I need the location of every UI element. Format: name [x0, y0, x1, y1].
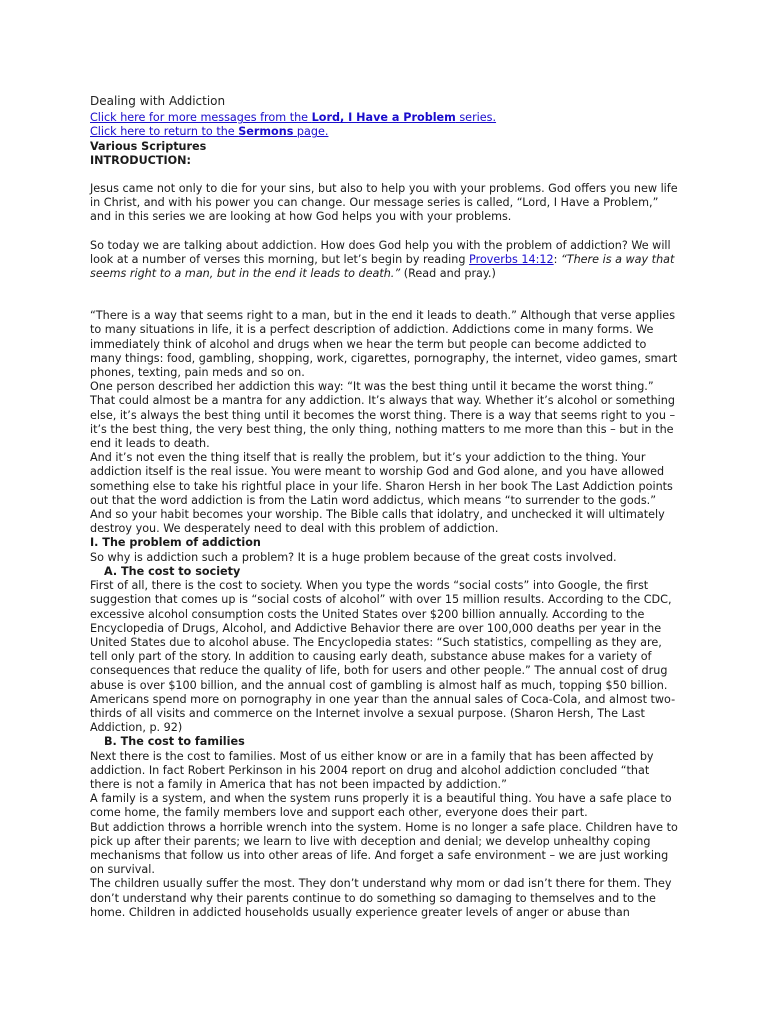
reading-post: (Read and pray.)	[400, 267, 496, 281]
reading-text: So today we are talking about addiction. How does God help you with the problem of addiction? We will look at a number of verses this morning, but let’s begin by reading	[90, 238, 671, 266]
scriptures-label: Various Scriptures	[90, 139, 207, 153]
paragraph-society: First of all, there is the cost to society. When you type the words “social costs” into Google, the first suggestion that comes up is “social costs of alcohol” with over 15 million results. According to the CDC, excessive alcohol consumption costs the United States over $200 billion annually. According to the Encyclopedia of Drugs, Alcohol, and Addictive Behavior there are over 100,000 deaths per year in the United States due to alcohol abuse. The Encyclopedia states: “Such statistics, compelling as they are, tell only part of the story. In addition to causing early death, substance abuse makes for a variety of consequences that reduce the quality of life, both for users and other people.” The annual cost of drug abuse is over $100 billion, and the annual cost of gambling is almost half as much, topping $50 billion. Americans spend more on pornography in one year than the annual sales of Coca-Cola, and almost two-thirds of all visits and commerce on the Internet involve a sexual purpose. (Sharon Hersh, The Last Addiction, p. 92)	[90, 579, 676, 735]
introduction-heading: INTRODUCTION:	[90, 153, 192, 167]
sermons-link-pre: Click here to return to the	[90, 125, 239, 139]
subsection-society-heading: A. The cost to society	[104, 564, 241, 578]
paragraph-verse: “There is a way that seems right to a man, but in the end it leads to death.” Although that verse applies to many situations in life, it is a perfect description of addiction. Addictions come in many forms. We immediately think of alcohol and drugs when we hear the term but people can become addicted to many things: food, gambling, shopping, work, cigarettes, pornography, the internet, video games, smart phones, texting, pain meds and so on.	[90, 309, 678, 380]
section-problem-heading: I. The problem of addiction	[90, 536, 261, 550]
paragraph-families: Next there is the cost to families. Most of us either know or are in a family that has been affected by addiction. In fact Robert Perkinson in his 2004 report on drug and alcohol addiction concluded “that there is not a family in America that has not been impacted by addiction.”	[90, 749, 654, 791]
series-link-pre: Click here for more messages from the	[90, 111, 312, 125]
paragraph-children: The children usually suffer the most. They don’t understand why mom or dad isn’t there for them. They don’t understand why their parents continue to do something so damaging to themselves and to the home. Children in addicted households usually experience greater levels of anger or abuse than	[90, 877, 672, 919]
sermons-link[interactable]	[90, 125, 680, 139]
proverbs-link[interactable]: Proverbs 14:12	[469, 252, 554, 266]
reading-colon: :	[553, 252, 561, 266]
paragraph-system: A family is a system, and when the system runs properly it is a beautiful thing. You have a safe place to come home, the family members love and support each other, everyone does their part.	[90, 792, 672, 820]
series-link-bold: Lord, I Have a Problem	[311, 111, 456, 125]
sermons-link-post: page.	[293, 125, 329, 139]
series-link-post: series.	[455, 111, 497, 125]
spacer	[90, 225, 680, 239]
paragraph-worship: And it’s not even the thing itself that is really the problem, but it’s your addiction to the thing. Your addiction itself is the real issue. You were meant to worship God and God alone, and you have allowed something else to take his rightful place in your life. Sharon Hersh in her book The Last Addiction points out that the word addiction is from the Latin word addictus, which means “to surrender to the gods.” And so your habit becomes your worship. The Bible calls that idolatry, and unchecked it will ultimately destroy you. We desperately need to deal with this problem of addiction.	[90, 451, 673, 536]
subsection-families-heading: B. The cost to families	[104, 735, 245, 749]
paragraph-costs: So why is addiction such a problem? It is a huge problem because of the great costs involved.	[90, 550, 617, 564]
document-page	[90, 94, 680, 920]
paragraph-reading	[90, 239, 680, 282]
document-title: Dealing with Addiction	[90, 94, 226, 108]
spacer	[90, 281, 680, 309]
verse-quote: “There is a way that seems right to a man, but in the end it leads to death.”	[90, 252, 675, 281]
paragraph-intro: Jesus came not only to die for your sins, but also to help you with your problems. God offers you new life in Christ, and with his power you can change. Our message series is called, “Lord, I Have a Problem,” and in this series we are looking at how God helps you with your problems.	[90, 182, 678, 224]
paragraph-wrench: But addiction throws a horrible wrench into the system. Home is no longer a safe place. Children have to pick up after their parents; we learn to live with deception and denial; we develop unhealthy coping mechanisms that follow us into other areas of life. And forget a safe environment – we are just working on survival.	[90, 820, 678, 877]
paragraph-best-thing: One person described her addiction this way: “It was the best thing until it became the worst thing.” That could almost be a mantra for any addiction. It’s always that way. Whether it’s alcohol or something else, it’s always the best thing until it becomes the worst thing. There is a way that seems right to you – it’s the best thing, the very best thing, the only thing, nothing matters to me more than this – but in the end it leads to death.	[90, 380, 676, 451]
sermons-link-bold: Sermons	[238, 125, 294, 139]
series-link[interactable]	[90, 111, 680, 125]
spacer	[90, 168, 680, 182]
